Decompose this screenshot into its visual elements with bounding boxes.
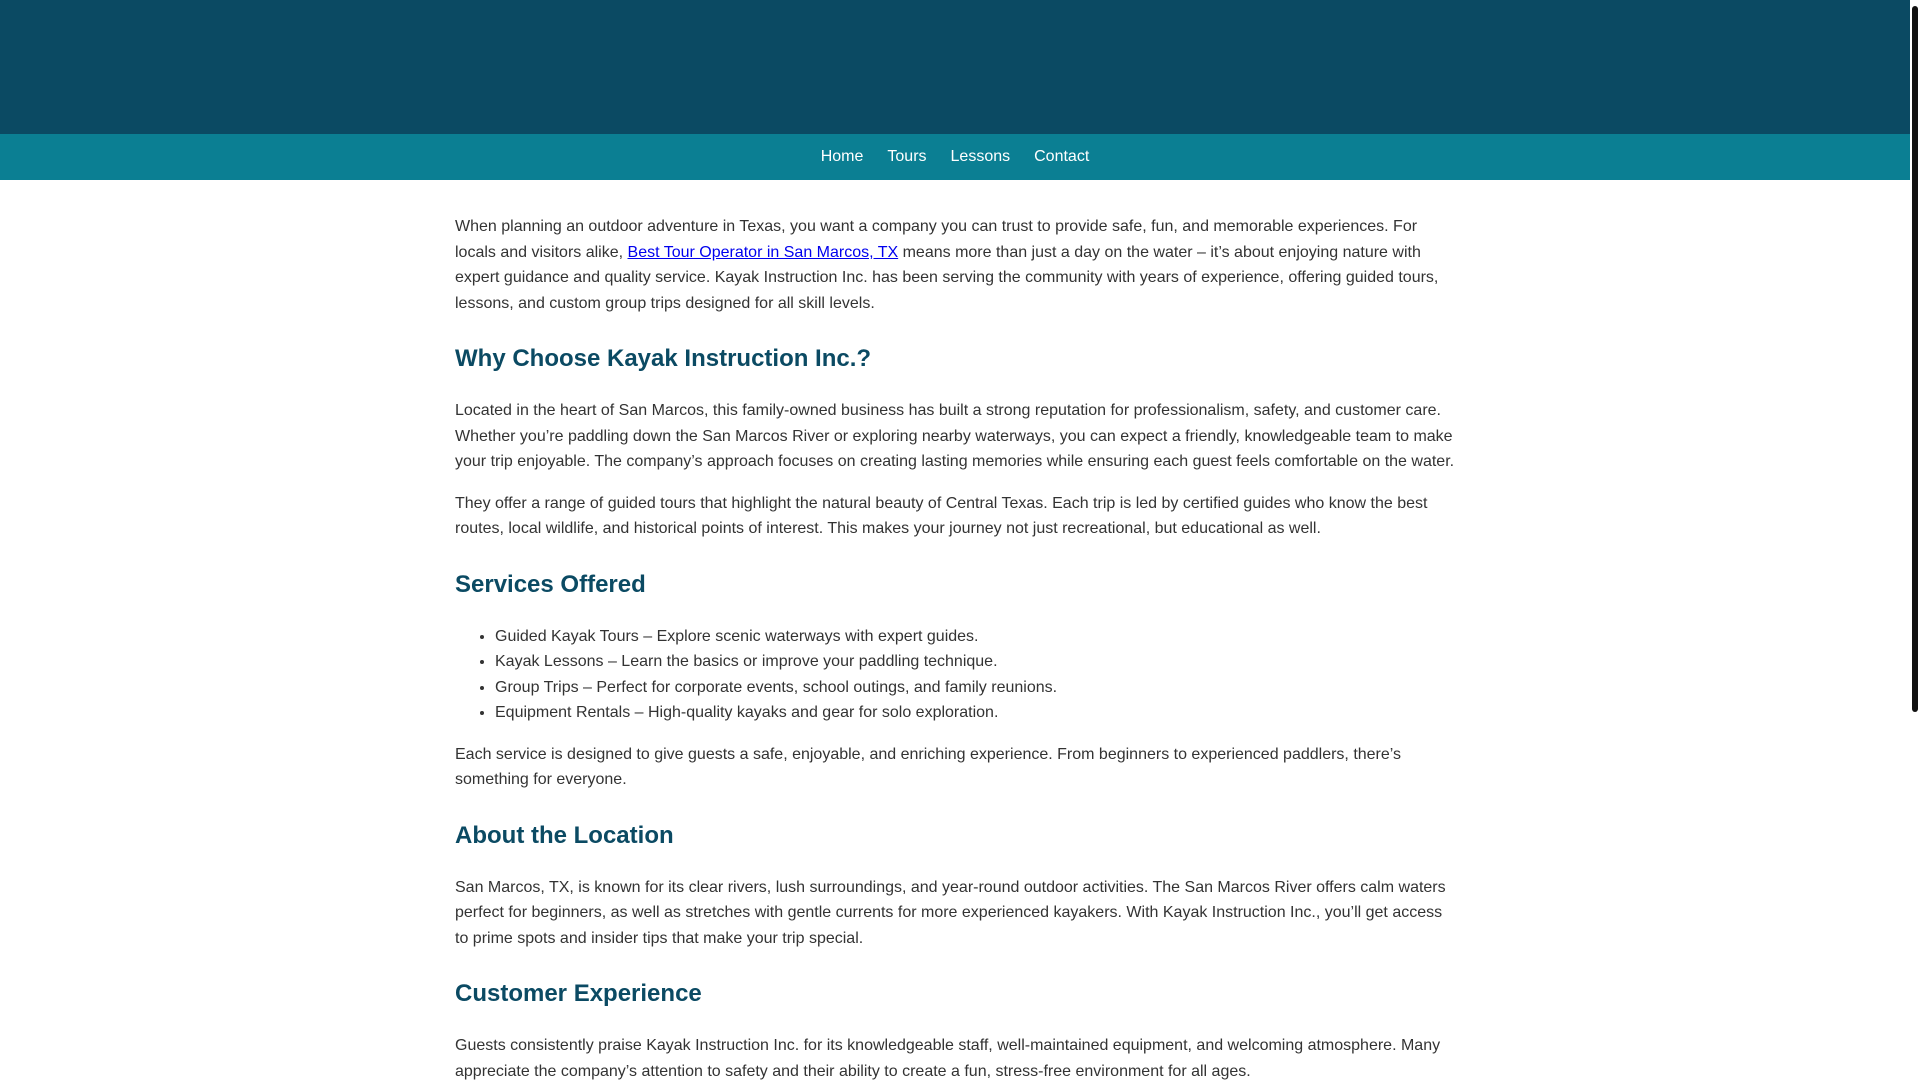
services-list bbox=[455, 624, 1455, 726]
site-header bbox=[0, 0, 1910, 134]
service-item: • Guided Kayak Tours – Explore scenic waterways with expert guides. bbox=[495, 624, 1455, 650]
heading-why-choose: Why Choose Kayak Instruction Inc.? bbox=[455, 345, 872, 372]
main-nav bbox=[0, 134, 1910, 180]
nav-lessons-link[interactable]: Lessons bbox=[950, 148, 1011, 165]
paragraph-services: Each service is designed to give guests a safe, enjoyable, and enriching experience. From beginners to experienced paddlers, there’s something for everyone. bbox=[455, 745, 1402, 788]
page-scrollbar[interactable] bbox=[1910, 0, 1920, 1080]
nav-contact-link[interactable]: Contact bbox=[1034, 148, 1090, 165]
paragraph-experience: Guests consistently praise Kayak Instruction Inc. for its knowledgeable staff, well-maintained equipment, and welcoming atmosphere. Many appreciate the company’s attention to safety and their ability to create a fun, stress-free environment for all ages. bbox=[455, 1037, 1441, 1080]
paragraph-location: San Marcos, TX, is known for its clear rivers, lush surroundings, and year-round outdoor activities. The San Marcos River offers calm waters perfect for beginners, as well as stretches with gentle currents for more experienced kayakers. With Kayak Instruction Inc., you’ll get access to prime spots and insider tips that make your trip special. bbox=[455, 878, 1446, 947]
heading-location: About the Location bbox=[455, 821, 674, 849]
intro-text-end: means more than just a day on the water – it’s about enjoying nature with expert guidance and quality service. Kayak Instruction Inc. has been serving the community with years of experience, offering guided tours, lessons, and custom group trips designed for all skill levels. bbox=[455, 243, 1439, 312]
scrollbar-thumb[interactable] bbox=[1912, 6, 1918, 712]
service-item: • Group Trips – Perfect for corporate events, school outings, and family reunions. bbox=[495, 675, 1455, 701]
best-tour-operator-link[interactable]: Best Tour Operator in San Marcos, TX bbox=[627, 243, 899, 261]
intro-paragraph bbox=[455, 214, 1455, 316]
heading-services: Services Offered bbox=[455, 570, 646, 598]
intro-text-start: When planning an outdoor adventure in Texas, you want a company you can trust to provide safe, fun, and memorable experiences. For locals and visitors alike, bbox=[455, 218, 1418, 261]
article-content bbox=[455, 180, 1455, 1080]
paragraph-why-2: They offer a range of guided tours that highlight the natural beauty of Central Texas. Each trip is led by certified guides who know the best routes, local wildlife, and historical points of interest. This makes your journey not just recreational, but educational as well. bbox=[455, 494, 1428, 537]
heading-experience: Customer Experience bbox=[455, 980, 702, 1007]
nav-tours-link[interactable]: Tours bbox=[887, 148, 927, 165]
service-item: • Equipment Rentals – High-quality kayaks and gear for solo exploration. bbox=[495, 700, 1455, 726]
paragraph-why-1: Located in the heart of San Marcos, this family-owned business has built a strong reputation for professionalism, safety, and customer care. Whether you’re paddling down the San Marcos River or exploring nearby waterways, you can expect a friendly, knowledgeable team to make your trip enjoyable. The company’s approach focuses on creating lasting memories while ensuring each guest feels comfortable on the water. bbox=[455, 402, 1455, 470]
service-item: • Kayak Lessons – Learn the basics or improve your paddling technique. bbox=[495, 649, 1455, 675]
nav-home-link[interactable]: Home bbox=[820, 148, 864, 165]
